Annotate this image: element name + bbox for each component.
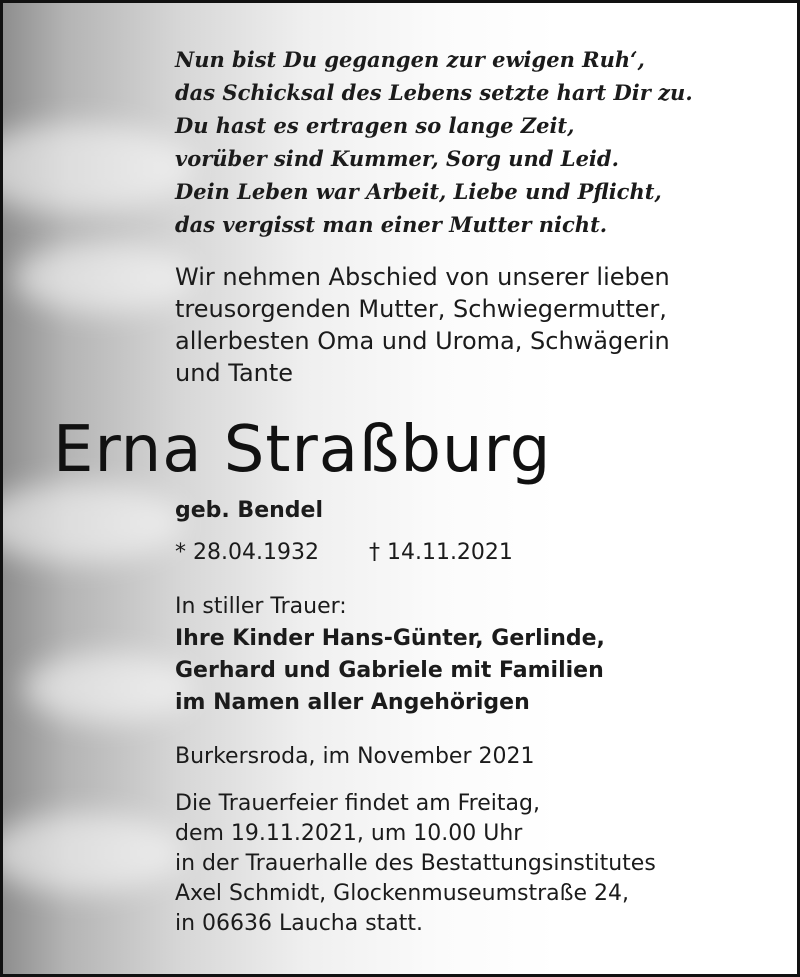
service-line: dem 19.11.2021, um 10.00 Uhr [175, 821, 523, 846]
birth-name: geb. Bendel [175, 498, 323, 523]
cloud-shape [0, 813, 183, 893]
deceased-name: Erna Straßburg [53, 413, 552, 487]
life-dates [175, 537, 777, 569]
place-date: Burkersroda, im November 2021 [175, 744, 535, 769]
intro-line: treusorgenden Mutter, Schwiegermutter, [175, 295, 667, 323]
service-line: in der Trauerhalle des Bestattungsinstitutes [175, 851, 656, 876]
poem-line: Dein Leben war Arbeit, Liebe und Pflicht, [175, 179, 662, 204]
mourners-line: Ihre Kinder Hans-Günter, Gerlinde, [175, 626, 605, 651]
mourners [175, 591, 777, 719]
poem-line: Du hast es ertragen so lange Zeit, [175, 113, 575, 138]
service-line: Die Trauerfeier findet am Freitag, [175, 791, 540, 816]
death-date: † 14.11.2021 [368, 540, 513, 565]
lower-text [175, 495, 777, 939]
cloud-shape [0, 123, 193, 213]
poem-line: Nun bist Du gegangen zur ewigen Ruh‘, [175, 47, 645, 72]
poem-line: das Schicksal des Lebens setzte hart Dir zu. [175, 80, 693, 105]
service-line: in 06636 Laucha statt. [175, 911, 424, 936]
poem [175, 43, 777, 241]
birth-date: * 28.04.1932 [175, 540, 319, 565]
mourners-line: Gerhard und Gabriele mit Familien [175, 658, 604, 683]
cloud-shape [23, 653, 193, 723]
service-line: Axel Schmidt, Glockenmuseumstraße 24, [175, 881, 630, 906]
poem-line: vorüber sind Kummer, Sorg und Leid. [175, 146, 619, 171]
service-info [175, 789, 777, 939]
intro-line: Wir nehmen Abschied von unserer lieben [175, 263, 670, 291]
mourners-heading: In stiller Trauer: [175, 594, 347, 619]
cloud-shape [13, 243, 193, 313]
upper-text [175, 43, 777, 389]
cloud-shape [0, 483, 183, 563]
poem-line: das vergisst man einer Mutter nicht. [175, 212, 608, 237]
intro-line: allerbesten Oma und Uroma, Schwägerin [175, 327, 670, 355]
farewell-intro [175, 261, 777, 389]
intro-line: und Tante [175, 359, 294, 387]
mourners-line: im Namen aller Angehörigen [175, 690, 530, 715]
